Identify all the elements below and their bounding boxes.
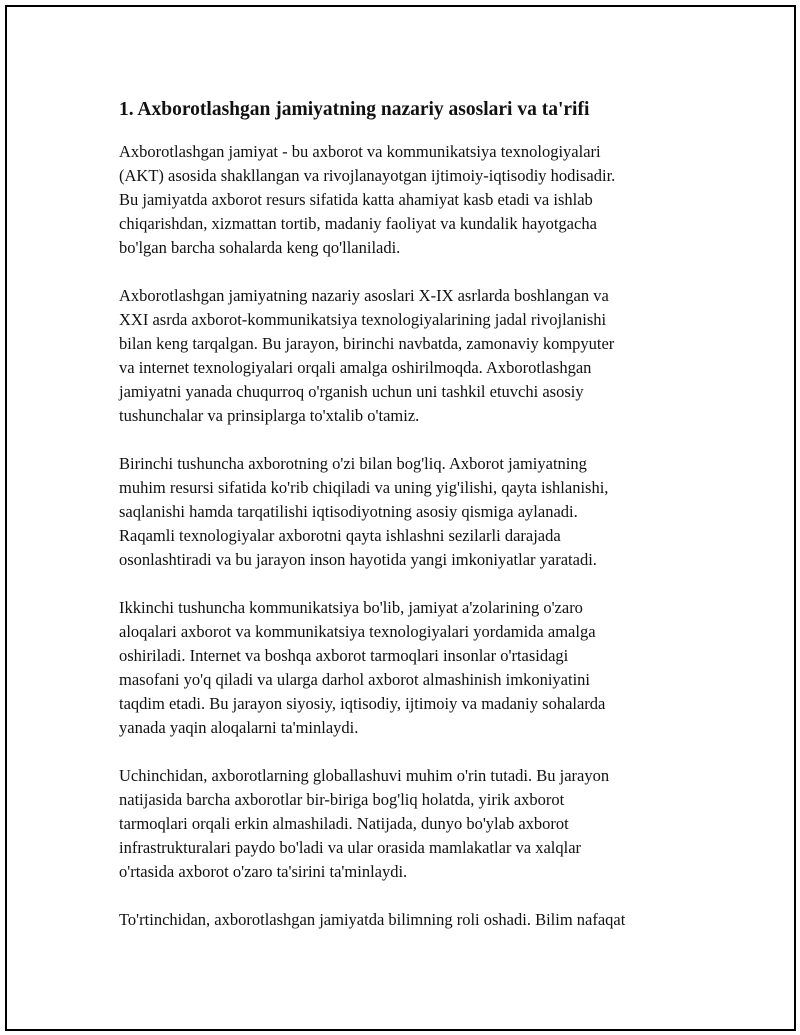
text-line: bilan keng tarqalgan. Bu jarayon, birinchi navbatda, zamonaviy kompyuter [119, 334, 615, 353]
text-line: bo'lgan barcha sohalarda keng qo'llaniladi. [119, 238, 401, 257]
paragraph-2 [119, 284, 699, 428]
document-body [119, 98, 699, 932]
paragraph-6 [119, 908, 699, 932]
text-line: yanada yaqin aloqalarni ta'minlaydi. [119, 718, 359, 737]
text-line: saqlanishi hamda tarqatilishi iqtisodiyotning asosiy qismiga aylanadi. [119, 502, 578, 521]
text-line: tarmoqlari orqali erkin almashiladi. Natijada, dunyo bo'ylab axborot [119, 814, 569, 833]
text-line: Axborotlashgan jamiyatning nazariy asoslari X-IX asrlarda boshlangan va [119, 286, 609, 305]
paragraph-3 [119, 452, 699, 572]
page-frame [5, 5, 796, 1031]
text-line: XXI asrda axborot-kommunikatsiya texnologiyalarining jadal rivojlanishi [119, 310, 607, 329]
text-line: muhim resursi sifatida ko'rib chiqiladi va uning yig'ilishi, qayta ishlanishi, [119, 478, 609, 497]
text-line: (AKT) asosida shakllangan va rivojlanayotgan ijtimoiy-iqtisodiy hodisadir. [119, 166, 616, 185]
text-line: Birinchi tushuncha axborotning o'zi bilan bog'liq. Axborot jamiyatning [119, 454, 587, 473]
text-line: masofani yo'q qiladi va ularga darhol axborot almashinish imkoniyatini [119, 670, 590, 689]
text-line: o'rtasida axborot o'zaro ta'sirini ta'minlaydi. [119, 862, 408, 881]
text-line: chiqarishdan, xizmattan tortib, madaniy faoliyat va kundalik hayotgacha [119, 214, 597, 233]
text-line: osonlashtiradi va bu jarayon inson hayotida yangi imkoniyatlar yaratadi. [119, 550, 597, 569]
text-line: Bu jamiyatda axborot resurs sifatida katta ahamiyat kasb etadi va ishlab [119, 190, 593, 209]
paragraph-4 [119, 596, 699, 740]
text-line: va internet texnologiyalari orqali amalga oshirilmoqda. Axborotlashgan [119, 358, 592, 377]
text-line: Axborotlashgan jamiyat - bu axborot va kommunikatsiya texnologiyalari [119, 142, 601, 161]
text-line: aloqalari axborot va kommunikatsiya texnologiyalari yordamida amalga [119, 622, 596, 641]
section-heading: 1. Axborotlashgan jamiyatning nazariy asoslari va ta'rifi [119, 99, 590, 120]
paragraph-1 [119, 140, 699, 260]
text-line: tushunchalar va prinsiplarga to'xtalib o'tamiz. [119, 406, 420, 425]
text-line: infrastrukturalari paydo bo'ladi va ular orasida mamlakatlar va xalqlar [119, 838, 582, 857]
paragraph-5 [119, 764, 699, 884]
text-line: Raqamli texnologiyalar axborotni qayta ishlashni sezilarli darajada [119, 526, 561, 545]
text-line: To'rtinchidan, axborotlashgan jamiyatda bilimning roli oshadi. Bilim nafaqat [119, 910, 626, 929]
text-line: natijasida barcha axborotlar bir-biriga bog'liq holatda, yirik axborot [119, 790, 565, 809]
text-line: taqdim etadi. Bu jarayon siyosiy, iqtisodiy, ijtimoiy va madaniy sohalarda [119, 694, 606, 713]
text-line: oshiriladi. Internet va boshqa axborot tarmoqlari insonlar o'rtasidagi [119, 646, 569, 665]
text-line: Uchinchidan, axborotlarning globallashuvi muhim o'rin tutadi. Bu jarayon [119, 766, 610, 785]
text-line: jamiyatni yanada chuqurroq o'rganish uchun uni tashkil etuvchi asosiy [119, 382, 584, 401]
text-line: Ikkinchi tushuncha kommunikatsiya bo'lib, jamiyat a'zolarining o'zaro [119, 598, 583, 617]
